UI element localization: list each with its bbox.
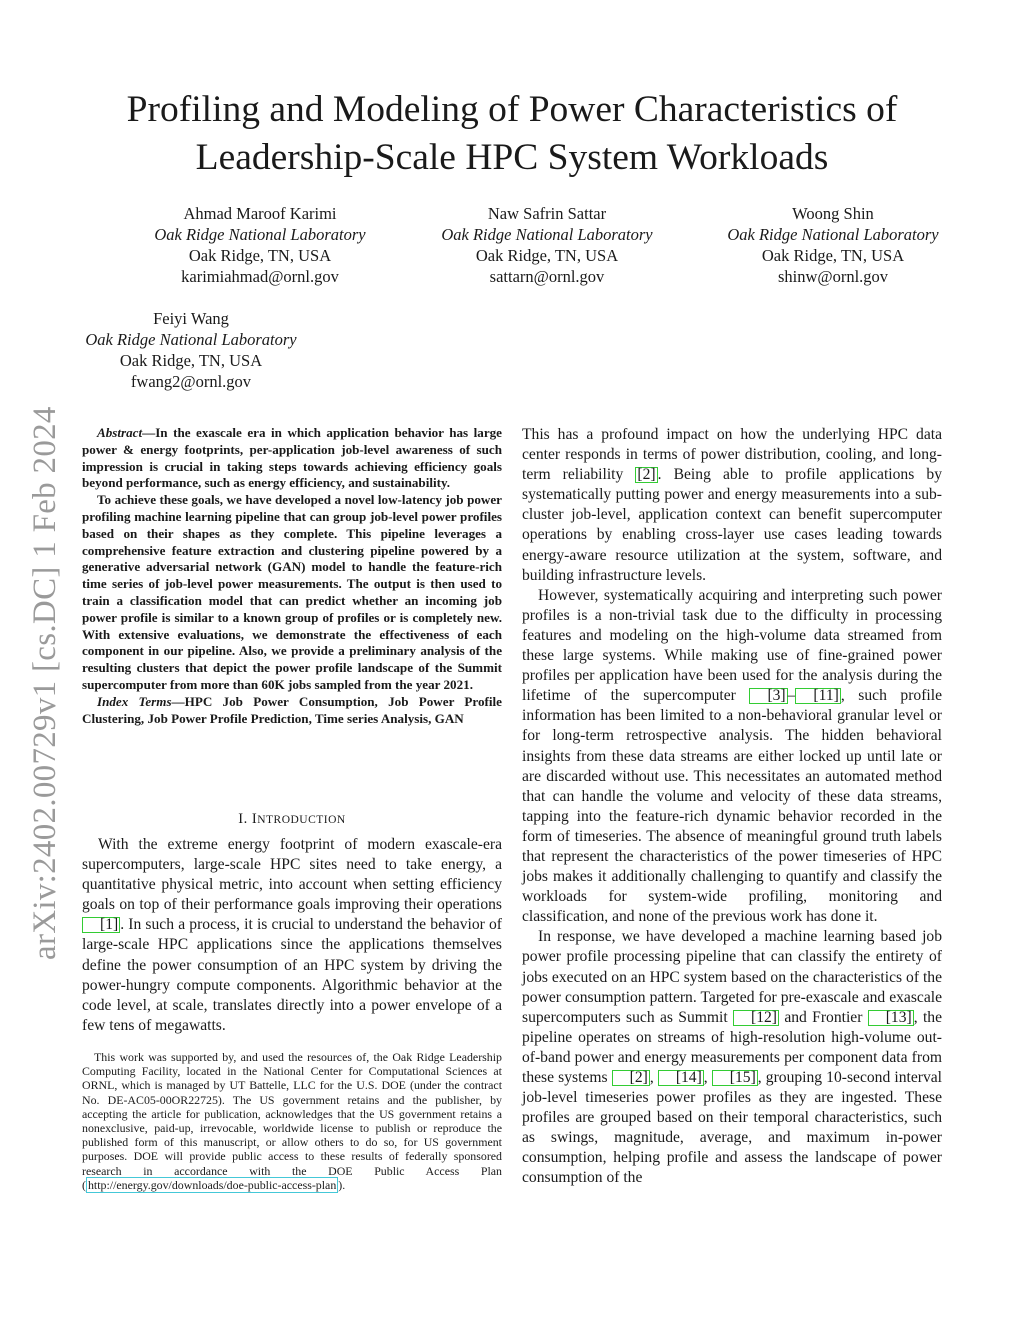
arxiv-id-text: arXiv:2402.00729v1 [cs.DC] 1 Feb 2024	[27, 406, 63, 960]
author-location: Oak Ridge, TN, USA	[475, 246, 619, 265]
intro-paragraph-1	[82, 835, 502, 1036]
citation-range-dash: –	[787, 687, 796, 705]
author-location: Oak Ridge, TN, USA	[188, 246, 332, 265]
author-block-4	[41, 308, 341, 392]
citation-link[interactable]: [13]	[868, 1010, 914, 1026]
citation-link[interactable]: [14]	[658, 1070, 704, 1086]
footnote	[82, 1050, 502, 1192]
abstract-text-1: In the exascale era in which application behavior has large power & energy footprints, per-application job-level awareness of such impression is crucial in taking steps towards achieving efficiency goals beyond performance, such as energy efficiency, and sustainability.	[82, 425, 502, 491]
author-location: Oak Ridge, TN, USA	[119, 351, 263, 370]
section-number: I.	[238, 811, 252, 827]
citation-link[interactable]: [2]	[612, 1070, 650, 1086]
abstract	[82, 425, 502, 727]
right-paragraph-1	[522, 425, 942, 586]
right-column-body	[522, 425, 942, 1189]
right-paragraph-2	[522, 586, 942, 928]
intro-text-a: With the extreme energy footprint of modern exascale-era supercomputers, large-scale HPC sites need to take energy, a quantitative physical metric, into account when setting efficiency goals on top of their performance goals improving their operations	[82, 836, 502, 914]
doe-access-plan-link[interactable]: http://energy.gov/downloads/doe-public-access-plan	[87, 1177, 337, 1192]
author-email: fwang2@ornl.gov	[130, 372, 252, 391]
right-text: ,	[703, 1069, 712, 1086]
right-text: , grouping 10-second interval job-level timeseries power profiles as they are ingested. These profiles are grouped based on their temporal characteristics, such as swings, magnitude, average, and maximum in-power consumption, helping profile and assess the landscape of power consumption of the	[522, 1069, 942, 1187]
citation-link[interactable]: [3]	[749, 688, 787, 704]
right-text: . Being able to profile applications by systematically putting power and energy measurements into a sub-cluster job-level, application context can benefit supercomputer operations by enabling cross-layer use cases leading towards energy-aware resource utilization at the system, software, and building infrastructure levels.	[522, 466, 942, 584]
citation-link[interactable]: [12]	[733, 1010, 779, 1026]
footnote-paragraph	[82, 1050, 502, 1192]
author-affiliation: Oak Ridge National Laboratory	[85, 330, 297, 349]
abstract-paragraph-1	[82, 425, 502, 492]
index-terms-dash: —	[171, 693, 185, 709]
author-email: sattarn@ornl.gov	[489, 267, 605, 286]
author-block-2	[397, 203, 697, 287]
right-text: In response, we have developed a machine learning based job power profile processing pipeline that can classify the entirety of jobs executed on an HPC system based on the characteristics of the power consumption pattern. Targeted for pre-exascale and exascale supercomputers such as Summit	[522, 928, 942, 1026]
citation-link[interactable]: [15]	[712, 1070, 758, 1086]
author-location: Oak Ridge, TN, USA	[761, 246, 905, 265]
author-affiliation: Oak Ridge National Laboratory	[727, 225, 939, 244]
section-rest: NTRODUCTION	[257, 814, 346, 826]
citation-link[interactable]: [2]	[637, 466, 656, 484]
citation-link[interactable]: [1]	[82, 917, 120, 933]
introduction-body	[82, 835, 502, 1036]
index-terms-label: Index Terms	[97, 693, 172, 709]
section-initial: I	[251, 811, 258, 827]
right-text: However, systematically acquiring and interpreting such power profiles is a non-trivial task due to the difficulty in processing features and modeling on the high-volume data streamed from these large systems. While making use of fine-grained power profiles per application have been used for the analysis during the lifetime of the supercomputer	[522, 586, 942, 705]
author-name: Naw Safrin Sattar	[487, 204, 607, 223]
index-terms	[82, 694, 502, 728]
right-text: This has a profound impact on how the underlying HPC data center responds in terms of power distribution, cooling, and long-term reliability	[522, 426, 942, 484]
section-heading-introduction	[82, 811, 502, 828]
author-email: shinw@ornl.gov	[777, 267, 889, 286]
author-name: Woong Shin	[792, 204, 874, 223]
abstract-paragraph-2: To achieve these goals, we have developed a novel low-latency job power profiling machine learning pipeline that can group job-level power profiles based on their shapes as they complete. This pipeline leverages a comprehensive feature extraction and clustering pipeline powered by a generative adversarial network (GAN) model to handle the feature-rich time series of job-level power measurements. The output is then used to train a classification model that can predict whether an incoming job power profile is similar to a known group of profiles or is completely new. With extensive evaluations, we demonstrate the effectiveness of each component in our pipeline. Also, we provide a preliminary analysis of the resulting clusters that depict the power profile landscape of the Summit supercomputer from more than 60K jobs sampled from the year 2021.	[82, 492, 502, 692]
title-line-2: Leadership-Scale HPC System Workloads	[195, 137, 829, 178]
abstract-dash: —	[142, 425, 156, 440]
title-line-1: Profiling and Modeling of Power Characteristics of	[126, 89, 898, 130]
paper-title	[0, 86, 1024, 182]
citation-link[interactable]: [11]	[795, 688, 840, 704]
right-text: ,	[649, 1069, 658, 1086]
footnote-end: ).	[338, 1177, 346, 1192]
index-terms-text: HPC Job Power Consumption, Job Power Profile Clustering, Job Power Profile Prediction, Time series Analysis, GAN	[82, 693, 502, 726]
author-block-1	[110, 203, 410, 287]
author-affiliation: Oak Ridge National Laboratory	[154, 225, 366, 244]
right-text: and Frontier	[779, 1008, 868, 1026]
footnote-text: This work was supported by, and used the resources of, the Oak Ridge Leadership Computing Facility, located in the National Center for Computational Sciences at ORNL, which is managed by UT Battelle, LLC for the U.S. DOE (under the contract No. DE-AC05-00OR22725). The US government retains and the publisher, by accepting the article for publication, acknowledges that the US government retains a nonexclusive, paid-up, irrevocable, worldwide license to publish or reproduce the published form of this manuscript, or allow others to do so, for US government purposes. DOE will provide public access to these results of federally sponsored research in accordance with the DOE Public Access Plan (	[82, 1050, 502, 1192]
author-name: Ahmad Maroof Karimi	[183, 204, 337, 223]
author-affiliation: Oak Ridge National Laboratory	[441, 225, 653, 244]
intro-text-b: . In such a process, it is crucial to understand the behavior of large-scale HPC applications since the applications themselves define the power consumption of an HPC system by driving the power-hungry compute components. Algorithmic behavior at the code level, at scale, translates directly into a power envelope of a few tens of megawatts.	[82, 916, 502, 1034]
abstract-label: Abstract	[97, 425, 143, 440]
right-paragraph-3	[522, 927, 942, 1188]
author-block-3	[683, 203, 983, 287]
author-email: karimiahmad@ornl.gov	[181, 267, 339, 286]
author-name: Feiyi Wang	[153, 309, 229, 328]
right-text: , the pipeline operates on streams of high-resolution high-volume out-of-band power and energy measurements per component data from these systems	[522, 1008, 942, 1086]
right-text: , such profile information has been limited to a non-behavioral granular level or for long-term retrospective analysis. The hidden behavioral insights from these data streams are either locked up until late or are discarded without use. This necessitates an automated method that can handle the volume and velocity of these data streams, tapping into the feature-rich dynamic behavior recorded in the form of timeseries. The absence of meaningful ground truth labels that represent the characteristics of the power timeseries of HPC jobs makes it additionally challenging to quantify and classify the workloads for system-wide profiling, monitoring and classification, and none of the previous work has done it.	[522, 687, 942, 926]
